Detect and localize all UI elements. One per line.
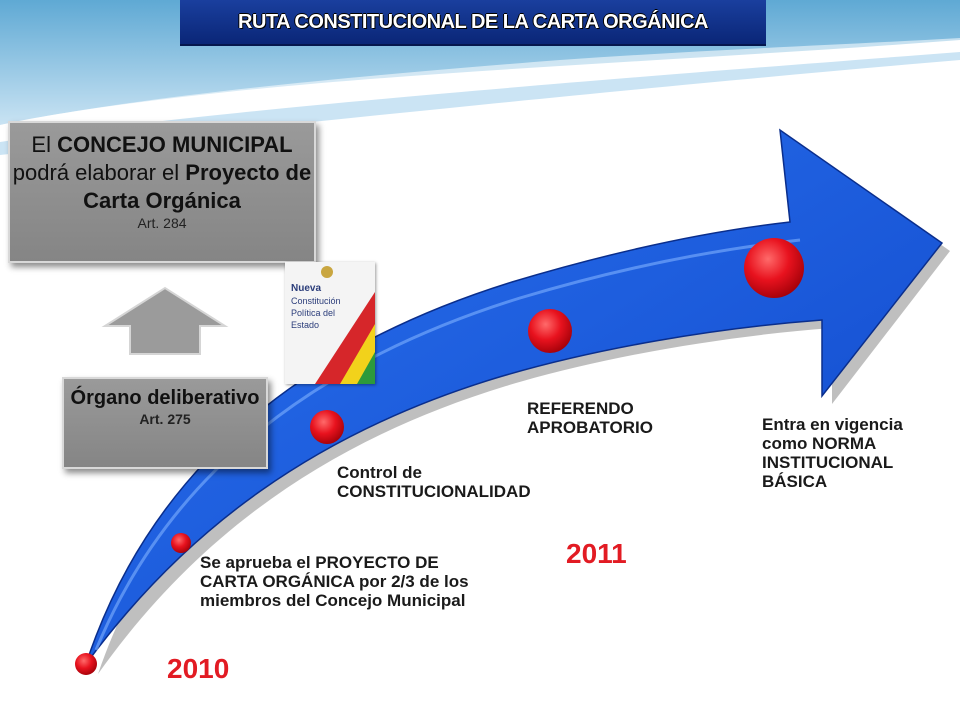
doc-line-3: Política del [291,308,336,318]
title-banner [180,0,766,46]
bolivia-emblem-icon [321,266,333,278]
doc-line-4: Estado [291,320,320,330]
timeline-dot-1 [75,653,97,675]
concejo-article-ref: Art. 284 [137,215,187,231]
organo-box-title: Órgano deliberativo [70,387,260,409]
concejo-pre-text: El [31,132,51,157]
concejo-municipal-box [8,121,316,263]
timeline-dot-2 [171,533,191,553]
year-2011: 2011 [566,538,627,569]
step-label-referendum: REFERENDO APROBATORIO [527,399,653,437]
page-title: RUTA CONSTITUCIONAL DE LA CARTA ORGÁNICA [238,10,708,33]
organo-article-ref: Art. 275 [139,411,191,427]
organo-deliberativo-box [62,377,268,469]
constitution-cover-art [285,262,375,384]
concejo-bold-text: CONCEJO MUNICIPAL [57,132,293,157]
doc-line-1: Nueva [291,283,322,294]
step-label-approval: Se aprueba el PROYECTO DE CARTA ORGÁNICA por 2/3 de los miembros del Concejo Municipal [200,553,469,610]
concejo-box-text [10,131,314,215]
step-label-enforcement: Entra en vigencia como NORMA INSTITUCIONAL BÁSICA [762,415,903,491]
timeline-dot-5 [744,238,804,298]
concejo-mid-text: podrá elaborar el [12,160,180,185]
doc-line-2: Constitución [291,296,341,306]
timeline-dot-3 [310,410,344,444]
constitution-book-cover [285,262,375,384]
concejo-project-text: Proyecto de Carta Orgánica [83,160,312,213]
year-2010: 2010 [167,653,230,684]
step-label-control: Control de CONSTITUCIONALIDAD [337,463,531,501]
up-arrow-icon [105,288,225,354]
timeline-dot-4 [528,309,572,353]
